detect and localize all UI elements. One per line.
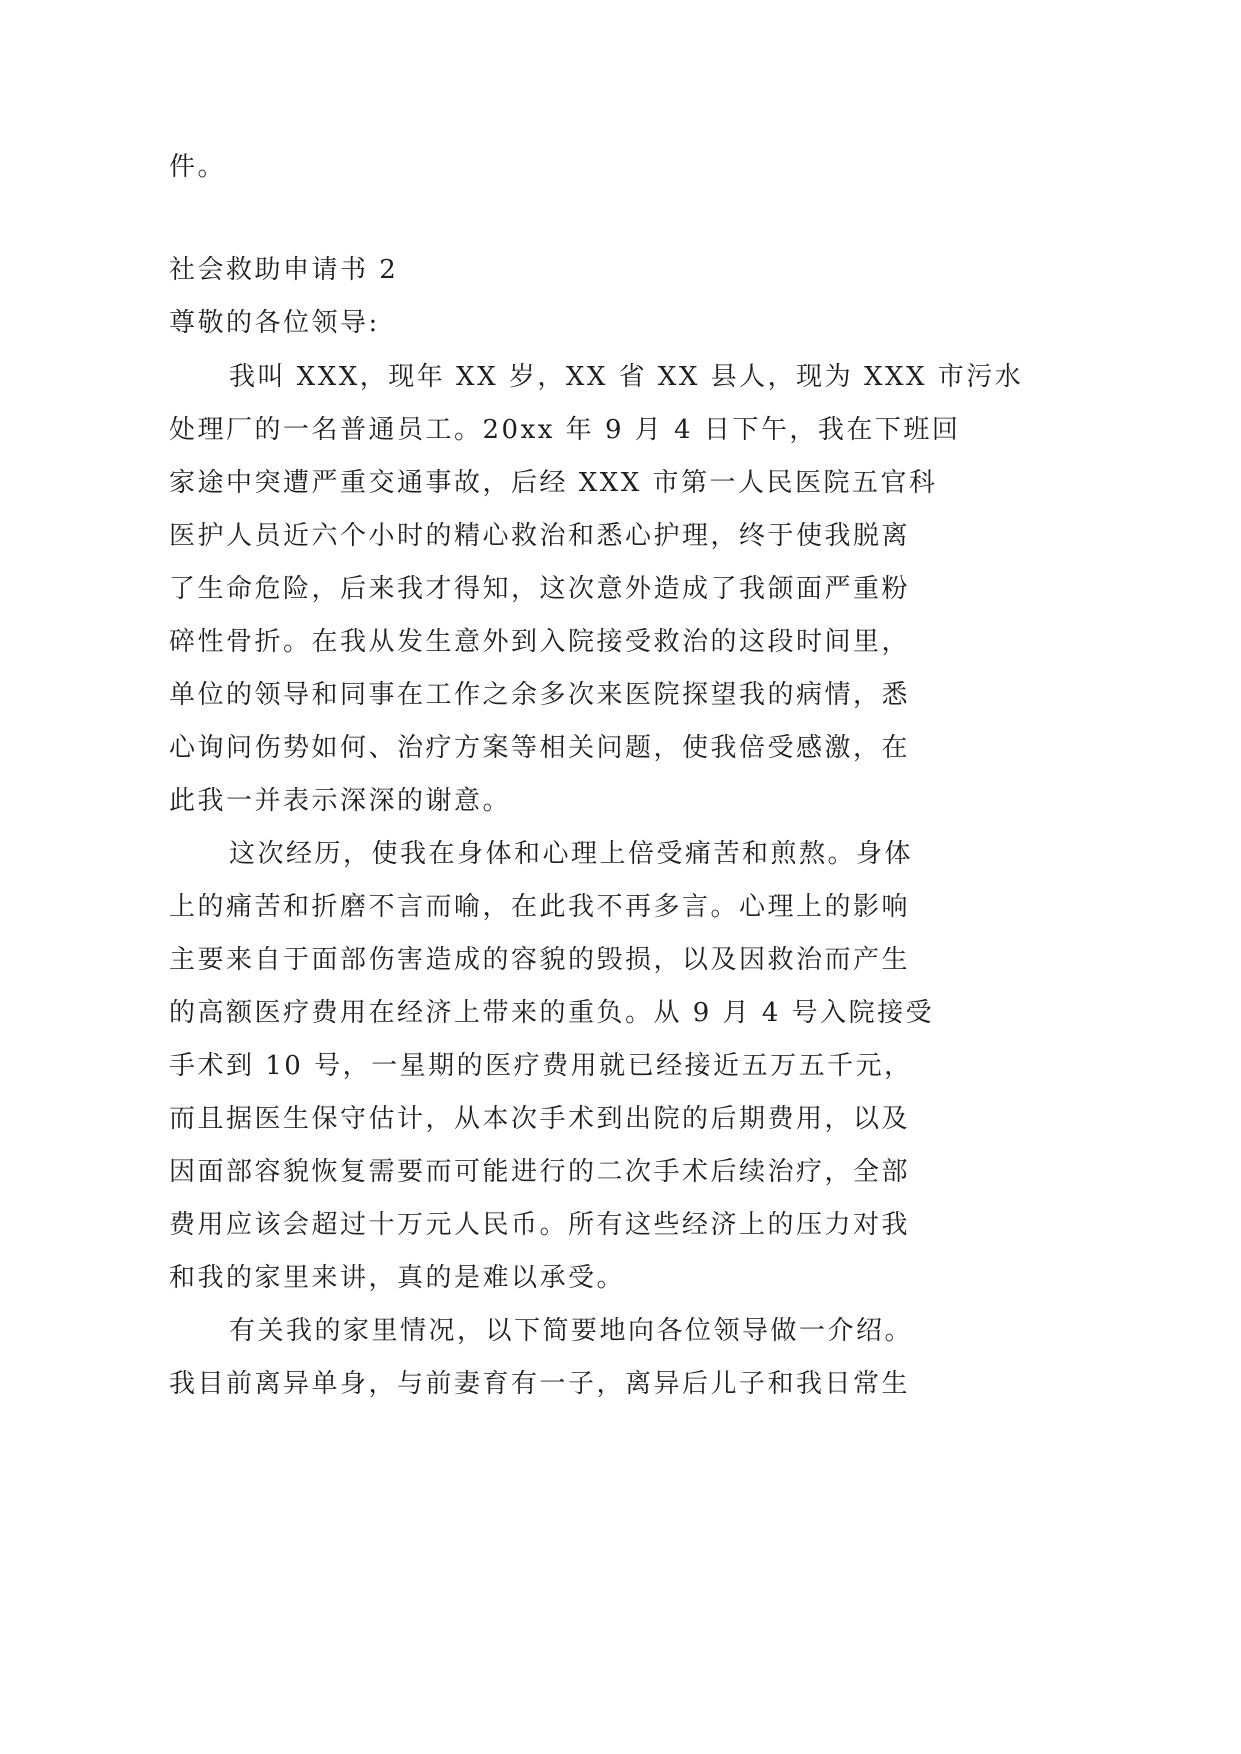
paragraph-3-line-1: 有关我的家里情况，以下简要地向各位领导做一介绍。 — [229, 1316, 914, 1346]
section-heading: 社会救助申请书 2 — [169, 255, 399, 285]
paragraph-2-line-6: 而且据医生保守估计，从本次手术到出院的后期费用，以及 — [169, 1104, 911, 1134]
paragraph-2-line-2: 上的痛苦和折磨不言而喻，在此我不再多言。心理上的影响 — [169, 892, 911, 922]
paragraph-1-line-8: 心询问伤势如何、治疗方案等相关问题，使我倍受感激，在 — [169, 733, 911, 763]
previous-page-tail: 件。 — [169, 152, 227, 182]
paragraph-2-line-3: 主要来自于面部伤害造成的容貌的毁损，以及因救治而产生 — [169, 945, 911, 975]
paragraph-1-line-5: 了生命危险，后来我才得知，这次意外造成了我颌面严重粉 — [169, 574, 911, 604]
paragraph-1-line-7: 单位的领导和同事在工作之余多次来医院探望我的病情，悉 — [169, 680, 911, 710]
paragraph-1-line-4: 医护人员近六个小时的精心救治和悉心护理，终于使我脱离 — [169, 521, 911, 551]
paragraph-1-line-9: 此我一并表示深深的谢意。 — [169, 786, 512, 816]
paragraph-2-line-7: 因面部容貌恢复需要而可能进行的二次手术后续治疗，全部 — [169, 1157, 911, 1187]
paragraph-2-line-8: 费用应该会超过十万元人民币。所有这些经济上的压力对我 — [169, 1210, 911, 1240]
paragraph-1-line-1: 我叫 XXX，现年 XX 岁，XX 省 XX 县人，现为 XXX 市污水 — [229, 362, 1024, 392]
paragraph-1-line-6: 碎性骨折。在我从发生意外到入院接受救治的这段时间里， — [169, 627, 911, 657]
paragraph-3-line-2: 我目前离异单身，与前妻育有一子，离异后儿子和我日常生 — [169, 1369, 911, 1399]
paragraph-2-line-9: 和我的家里来讲，真的是难以承受。 — [169, 1263, 626, 1293]
paragraph-1-line-2: 处理厂的一名普通员工。20xx 年 9 月 4 日下午，我在下班回 — [169, 415, 961, 445]
paragraph-2-line-5: 手术到 10 号，一星期的医疗费用就已经接近五万五千元， — [169, 1051, 913, 1081]
paragraph-2-line-4: 的高额医疗费用在经济上带来的重负。从 9 月 4 号入院接受 — [169, 998, 935, 1028]
paragraph-2-line-1: 这次经历，使我在身体和心理上倍受痛苦和煎熬。身体 — [229, 839, 914, 869]
paragraph-1-line-3: 家途中突遭严重交通事故，后经 XXX 市第一人民医院五官科 — [169, 468, 938, 498]
salutation: 尊敬的各位领导: — [169, 308, 380, 338]
